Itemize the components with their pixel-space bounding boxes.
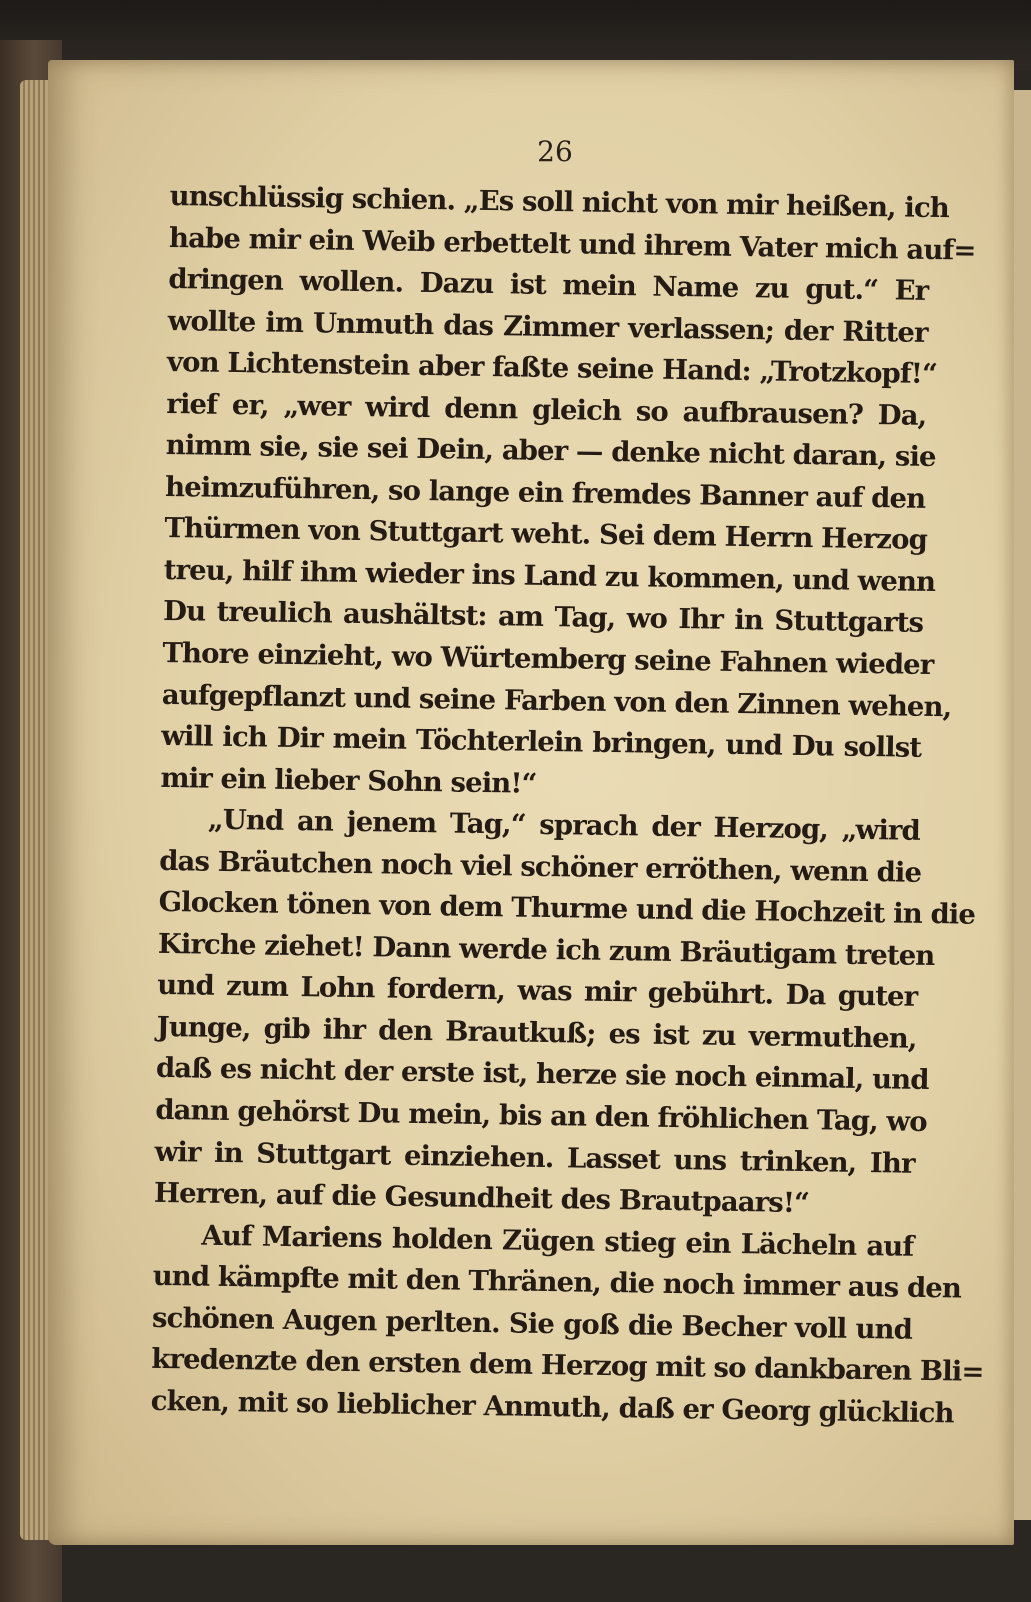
text-line: will ich Dir mein Töchterlein bringen, und Du sollst <box>160 720 922 764</box>
text-line: Thore einzieht, wo Würtemberg seine Fahnen wieder <box>162 636 934 682</box>
text-line: dringen wollen. Dazu ist mein Name zu gut.“ Er <box>168 263 929 308</box>
text-line: und kämpfte mit den Thränen, die noch immer aus den <box>152 1260 962 1305</box>
text-line: wir in Stuttgart einziehen. Lasset uns trinken, Ihr <box>154 1135 915 1180</box>
text-line: daß es nicht der erste ist, herze sie noch einmal, und <box>155 1052 929 1097</box>
text-line: Glocken tönen von dem Thurme und die Hochzeit in die <box>158 886 976 932</box>
text-line: das Bräutchen noch viel schöner erröthen, wenn die <box>158 844 922 889</box>
text-line: wollte im Unmuth das Zimmer verlassen; der Ritter <box>167 304 928 349</box>
text-line: kredenzte den ersten dem Herzog mit so dankbaren Bli= <box>151 1343 984 1389</box>
text-line: und zum Lohn fordern, was mir gebührt. Da guter <box>157 969 918 1014</box>
text-line: unschlüssig schien. „Es soll nicht von mir heißen, ich <box>169 179 950 225</box>
text-line: Du treulich aushältst: am Tag, wo Ihr in Stuttgarts <box>162 595 924 640</box>
text-line: „Und an jenem Tag,“ sprach der Herzog, „wird <box>207 803 921 848</box>
text-line: mir ein lieber Sohn sein!“ <box>160 761 537 800</box>
text-line: Auf Mariens holden Zügen stieg ein Lächeln auf <box>201 1219 914 1263</box>
text-line: rief er, „wer wird denn gleich so aufbrausen? Da, <box>166 387 927 432</box>
page-number: 26 <box>537 135 573 168</box>
text-line: heimzuführen, so lange ein fremdes Banner auf den <box>164 470 926 515</box>
text-line: cken, mit so lieblicher Anmuth, daß er Georg glücklich <box>150 1384 954 1430</box>
text-line: Junge, gib ihr den Brautkuß; es ist zu vermuthen, <box>156 1010 917 1055</box>
text-line: aufgepflanzt und seine Farben von den Zinnen wehen, <box>161 678 952 723</box>
text-line: von Lichtenstein aber faßte seine Hand: „Trotzkopf!“ <box>166 346 938 391</box>
page-text <box>150 176 984 1434</box>
text-line: Thürmen von Stuttgart weht. Sei dem Herrn Herzog <box>164 512 928 557</box>
text-line: schönen Augen perlten. Sie goß die Becher voll und <box>151 1301 913 1346</box>
text-line: nimm sie, sie sei Dein, aber — denke nicht daran, sie <box>165 429 936 474</box>
text-line: treu, hilf ihm wieder ins Land zu kommen, und wenn <box>163 553 936 598</box>
text-line: Herren, auf die Gesundheit des Brautpaars!“ <box>153 1177 810 1220</box>
text-line: Kirche ziehet! Dann werde ich zum Bräutigam treten <box>157 927 935 972</box>
text-line: dann gehörst Du mein, bis an den fröhlichen Tag, wo <box>155 1093 927 1139</box>
text-line: habe mir ein Weib erbettelt und ihrem Vater mich auf= <box>168 221 976 267</box>
